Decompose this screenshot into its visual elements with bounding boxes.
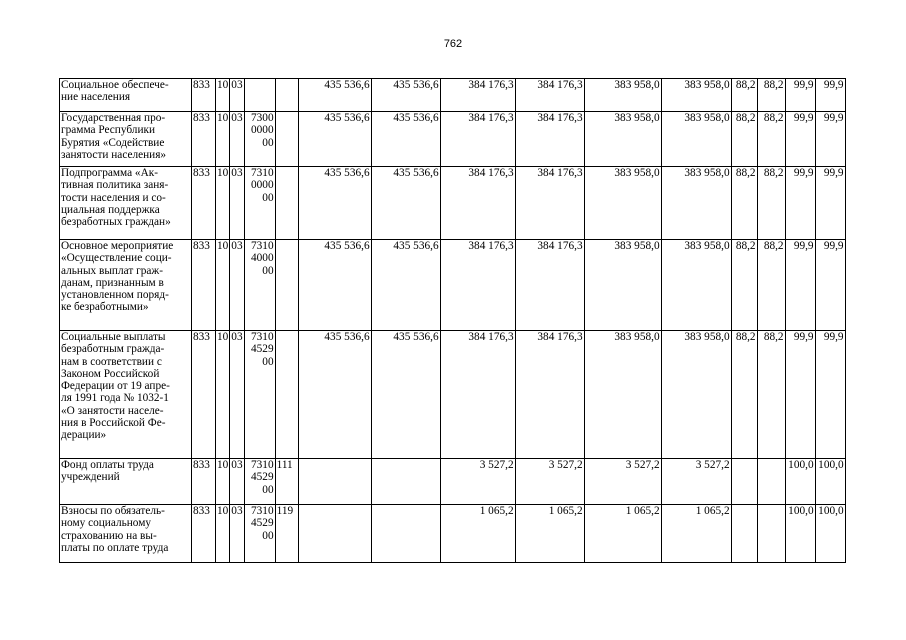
row-percent-2: 88,2 [757, 79, 785, 112]
row-value-6: 383 958,0 [661, 240, 731, 331]
row-value-5: 3 527,2 [584, 459, 661, 505]
table-row [60, 167, 846, 240]
row-percent-3: 99,9 [785, 167, 815, 240]
row-percent-1: 88,2 [731, 240, 757, 331]
row-value-4: 1 065,2 [515, 505, 584, 563]
row-value-3: 384 176,3 [440, 240, 515, 331]
row-code-expense-type [275, 331, 298, 459]
row-value-3: 1 065,2 [440, 505, 515, 563]
row-percent-3: 99,9 [785, 331, 815, 459]
row-percent-3: 100,0 [785, 459, 815, 505]
row-value-6: 383 958,0 [661, 167, 731, 240]
row-value-5: 383 958,0 [584, 79, 661, 112]
row-name: Социальные выплаты безработным гражда- нам в соответствии с Законом Российской Федерации от 19 апре- ля 1991 года № 1032-1 «О занятости населе- ния в Российской Фе- дерации» [60, 331, 192, 459]
row-code-expense-type [275, 79, 298, 112]
row-code-admin: 833 [192, 79, 216, 112]
row-code-admin: 833 [192, 505, 216, 563]
row-percent-1: 88,2 [731, 167, 757, 240]
row-percent-4: 99,9 [815, 331, 845, 459]
row-code-subsection: 03 [230, 167, 244, 240]
row-percent-2 [757, 505, 785, 563]
row-code-expense-type [275, 167, 298, 240]
row-percent-1: 88,2 [731, 112, 757, 167]
row-code-subsection: 03 [230, 505, 244, 563]
row-value-3: 3 527,2 [440, 459, 515, 505]
row-code-target: 7300 0000 00 [244, 112, 275, 167]
row-code-target: 7310 0000 00 [244, 167, 275, 240]
row-percent-3: 100,0 [785, 505, 815, 563]
row-percent-1 [731, 505, 757, 563]
row-percent-2: 88,2 [757, 167, 785, 240]
row-code-section: 10 [216, 167, 230, 240]
row-value-5: 383 958,0 [584, 167, 661, 240]
row-percent-3: 99,9 [785, 240, 815, 331]
row-value-4: 384 176,3 [515, 240, 584, 331]
row-code-subsection: 03 [230, 240, 244, 331]
row-code-expense-type [275, 240, 298, 331]
row-value-3: 384 176,3 [440, 79, 515, 112]
row-percent-4: 99,9 [815, 79, 845, 112]
row-percent-4: 99,9 [815, 240, 845, 331]
page-number: 762 [443, 38, 463, 50]
row-name: Взносы по обязатель- ному социальному страхованию на вы- платы по оплате труда [60, 505, 192, 563]
row-percent-2: 88,2 [757, 240, 785, 331]
row-percent-2: 88,2 [757, 331, 785, 459]
row-code-subsection: 03 [230, 112, 244, 167]
row-percent-4: 99,9 [815, 167, 845, 240]
row-code-target: 7310 4529 00 [244, 459, 275, 505]
row-value-4: 384 176,3 [515, 331, 584, 459]
table-row [60, 79, 846, 112]
row-value-2: 435 536,6 [371, 167, 440, 240]
row-code-section: 10 [216, 505, 230, 563]
table-row [60, 459, 846, 505]
row-value-5: 383 958,0 [584, 240, 661, 331]
row-value-2: 435 536,6 [371, 240, 440, 331]
row-code-admin: 833 [192, 459, 216, 505]
row-value-1: 435 536,6 [298, 167, 371, 240]
row-value-6: 383 958,0 [661, 112, 731, 167]
table-row [60, 112, 846, 167]
row-name: Фонд оплаты труда учреждений [60, 459, 192, 505]
row-name: Социальное обеспече- ние населения [60, 79, 192, 112]
row-percent-4: 100,0 [815, 505, 845, 563]
row-name: Подпрограмма «Ак- тивная политика заня- тости населения и со- циальная поддержка безработных граждан» [60, 167, 192, 240]
budget-table [59, 78, 846, 563]
row-percent-1 [731, 459, 757, 505]
row-code-subsection: 03 [230, 331, 244, 459]
row-code-target: 7310 4529 00 [244, 505, 275, 563]
row-value-6: 383 958,0 [661, 79, 731, 112]
row-value-3: 384 176,3 [440, 331, 515, 459]
row-value-6: 383 958,0 [661, 331, 731, 459]
row-value-2: 435 536,6 [371, 331, 440, 459]
row-value-2 [371, 459, 440, 505]
table-row [60, 240, 846, 331]
row-value-1: 435 536,6 [298, 240, 371, 331]
row-value-6: 3 527,2 [661, 459, 731, 505]
row-value-5: 383 958,0 [584, 331, 661, 459]
row-value-1: 435 536,6 [298, 331, 371, 459]
table-row [60, 505, 846, 563]
row-value-2: 435 536,6 [371, 79, 440, 112]
row-percent-2 [757, 459, 785, 505]
row-value-1: 435 536,6 [298, 112, 371, 167]
row-percent-3: 99,9 [785, 112, 815, 167]
row-percent-4: 99,9 [815, 112, 845, 167]
row-value-1 [298, 459, 371, 505]
row-code-section: 10 [216, 112, 230, 167]
row-code-expense-type: 111 [275, 459, 298, 505]
row-value-3: 384 176,3 [440, 167, 515, 240]
row-name: Основное мероприятие «Осуществление соци- альных выплат граж- данам, признанным в установленном поряд- ке безработными» [60, 240, 192, 331]
row-code-admin: 833 [192, 331, 216, 459]
row-value-1 [298, 505, 371, 563]
row-name: Государственная про- грамма Республики Бурятия «Содействие занятости населения» [60, 112, 192, 167]
row-percent-1: 88,2 [731, 79, 757, 112]
row-value-5: 1 065,2 [584, 505, 661, 563]
row-value-5: 383 958,0 [584, 112, 661, 167]
row-code-section: 10 [216, 331, 230, 459]
row-code-section: 10 [216, 79, 230, 112]
row-value-2: 435 536,6 [371, 112, 440, 167]
row-value-6: 1 065,2 [661, 505, 731, 563]
row-code-admin: 833 [192, 167, 216, 240]
row-value-4: 384 176,3 [515, 112, 584, 167]
row-code-admin: 833 [192, 112, 216, 167]
row-value-3: 384 176,3 [440, 112, 515, 167]
row-code-section: 10 [216, 459, 230, 505]
row-value-4: 3 527,2 [515, 459, 584, 505]
row-code-target: 7310 4000 00 [244, 240, 275, 331]
row-code-expense-type [275, 112, 298, 167]
row-code-target [244, 79, 275, 112]
row-percent-1: 88,2 [731, 331, 757, 459]
row-code-target: 7310 4529 00 [244, 331, 275, 459]
row-value-1: 435 536,6 [298, 79, 371, 112]
row-code-section: 10 [216, 240, 230, 331]
row-value-4: 384 176,3 [515, 79, 584, 112]
row-code-subsection: 03 [230, 79, 244, 112]
row-code-admin: 833 [192, 240, 216, 331]
table-row [60, 331, 846, 459]
row-percent-2: 88,2 [757, 112, 785, 167]
row-code-expense-type: 119 [275, 505, 298, 563]
row-percent-4: 100,0 [815, 459, 845, 505]
row-code-subsection: 03 [230, 459, 244, 505]
row-percent-3: 99,9 [785, 79, 815, 112]
row-value-2 [371, 505, 440, 563]
row-value-4: 384 176,3 [515, 167, 584, 240]
